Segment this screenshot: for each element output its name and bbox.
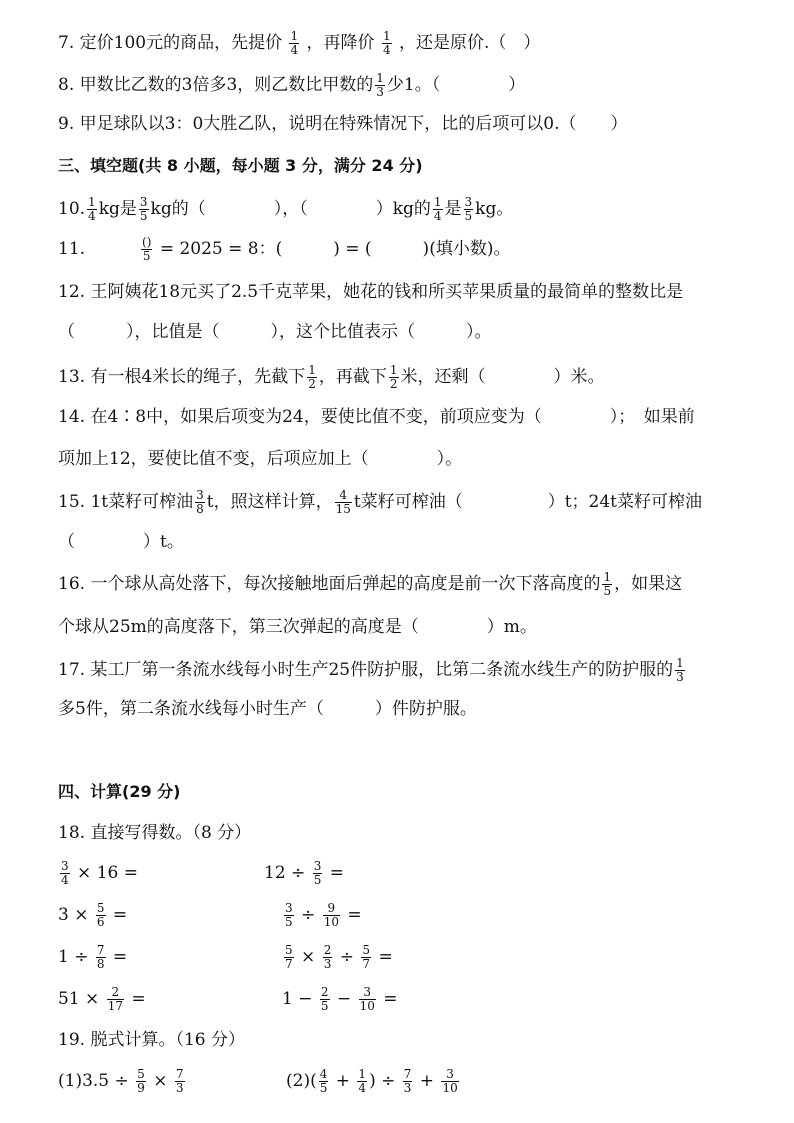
q13-text-a: 13. 有一根4米长的绳子，先截下 xyxy=(58,367,306,387)
calc-text: 3 × xyxy=(58,905,89,925)
calc-text: × xyxy=(301,947,316,967)
fraction xyxy=(87,196,97,223)
fraction xyxy=(375,72,385,99)
q10-text-e: kg。 xyxy=(475,199,514,219)
denominator: 5 xyxy=(142,249,151,263)
denominator: 7 xyxy=(362,957,371,971)
fraction xyxy=(464,196,474,223)
denominator: 5 xyxy=(464,209,473,223)
fraction xyxy=(319,1068,329,1095)
denominator: 3 xyxy=(175,1081,184,1095)
denominator: 4 xyxy=(61,873,69,887)
calc-text: × xyxy=(153,1071,168,1091)
calc-text: = xyxy=(131,989,146,1009)
denominator: 17 xyxy=(107,999,123,1013)
numerator: 3 xyxy=(313,859,322,873)
calc-text: = xyxy=(112,905,128,925)
numerator: 1 xyxy=(358,1067,367,1081)
fraction xyxy=(320,986,330,1013)
q13-text-b: ，再截下 xyxy=(318,367,387,387)
question-14-line-2: 项加上12，要使比值不变，后项应加上（ ）。 xyxy=(58,449,463,469)
q16-text-a: 16. 一个球从高处落下，每次接触地面后弹起的高度是前一次下落高度的 xyxy=(58,574,601,594)
calc-item xyxy=(282,944,393,971)
fraction xyxy=(96,902,106,929)
calc-text: + xyxy=(419,1071,435,1091)
fraction xyxy=(389,364,399,391)
calc-text: 1 ÷ xyxy=(58,947,89,967)
q15-text-a: 15. 1t菜籽可榨油 xyxy=(58,492,194,512)
numerator: 1 xyxy=(382,29,391,43)
calc-text: 51 × xyxy=(58,989,100,1009)
fraction xyxy=(289,30,299,57)
fraction xyxy=(675,657,685,684)
fraction xyxy=(313,860,323,887)
q15-text-b: t，照这样计算， xyxy=(206,492,333,512)
denominator: 2 xyxy=(308,377,316,391)
numerator: 7 xyxy=(175,1067,184,1081)
denominator: 10 xyxy=(323,915,339,929)
calc-text: = xyxy=(329,863,344,883)
fraction xyxy=(175,1068,185,1095)
numerator: 3 xyxy=(464,195,473,209)
numerator: 7 xyxy=(403,1067,412,1081)
denominator: 5 xyxy=(313,873,322,887)
question-17-line-2: 多5件，第二条流水线每小时生产（ ）件防护服。 xyxy=(58,699,477,719)
q7-text-c: ，还是原价.（ ） xyxy=(398,33,541,53)
question-19-title: 19. 脱式计算。（16 分） xyxy=(58,1030,245,1050)
numerator: () xyxy=(142,235,152,249)
fraction xyxy=(141,236,152,263)
question-8 xyxy=(58,72,525,99)
calc-text: × 16 = xyxy=(77,863,138,883)
calc-text: = xyxy=(347,905,362,925)
numerator: 3 xyxy=(359,986,376,1000)
q10-text-b: kg是 xyxy=(98,199,137,219)
question-18-title: 18. 直接写得数。（8 分） xyxy=(58,823,252,843)
denominator: 15 xyxy=(335,502,351,516)
calc-item xyxy=(58,1068,187,1095)
section-3-title: 三、填空题(共 8 小题，每小题 3 分，满分 24 分) xyxy=(58,156,423,175)
numerator: 5 xyxy=(137,1067,145,1081)
q17-text-a: 17. 某工厂第一条流水线每小时生产25件防护服，比第二条流水线生产的防护服的 xyxy=(58,660,674,680)
calc-text: = xyxy=(383,989,398,1009)
numerator: 5 xyxy=(96,901,105,915)
question-10 xyxy=(58,196,513,223)
calc-text: 12 ÷ xyxy=(264,863,306,883)
numerator: 1 xyxy=(433,195,442,209)
numerator: 3 xyxy=(139,195,148,209)
q11-number: 11. xyxy=(58,239,86,259)
numerator: 4 xyxy=(335,489,352,503)
denominator: 7 xyxy=(285,957,293,971)
fraction xyxy=(357,1068,367,1095)
question-13 xyxy=(58,364,605,391)
fraction xyxy=(96,944,106,971)
numerator: 3 xyxy=(61,859,69,873)
q8-text-b: 少1。（ ） xyxy=(386,75,526,95)
fraction xyxy=(335,489,352,516)
question-15-line-2: （ ）t。 xyxy=(58,532,184,552)
question-12-line-2: （ ），比值是（ ），这个比值表示（ ）。 xyxy=(58,322,492,342)
calc-item xyxy=(58,944,127,971)
fraction xyxy=(441,1068,458,1095)
numerator: 1 xyxy=(603,570,612,584)
fraction xyxy=(382,30,392,57)
calc-item xyxy=(264,860,344,887)
fraction xyxy=(60,860,70,887)
calc-item xyxy=(58,986,146,1013)
denominator: 3 xyxy=(323,957,332,971)
q10-text-d: 是 xyxy=(444,199,462,219)
question-11 xyxy=(58,236,510,263)
numerator: 3 xyxy=(196,488,204,502)
fraction xyxy=(323,944,333,971)
denominator: 10 xyxy=(442,1081,458,1095)
calc-text: ÷ xyxy=(339,947,354,967)
q11-text-b: = 2025 = 8：( ) = ( )(填小数)。 xyxy=(159,239,511,259)
numerator: 4 xyxy=(319,1067,328,1081)
denominator: 3 xyxy=(403,1081,412,1095)
denominator: 4 xyxy=(290,43,299,57)
question-16 xyxy=(58,571,682,598)
denominator: 4 xyxy=(88,209,96,223)
calc-text: ) ÷ xyxy=(369,1071,396,1091)
question-16-line-2: 个球从25m的高度落下，第三次弹起的高度是（ ）m。 xyxy=(58,617,537,637)
q13-text-c: 米，还剩（ ）米。 xyxy=(400,367,605,387)
question-17 xyxy=(58,657,687,684)
fraction xyxy=(107,986,124,1013)
fraction xyxy=(361,944,371,971)
fraction xyxy=(284,944,294,971)
q7-text-b: ，再降价 xyxy=(306,33,375,53)
calc-text: (2)( xyxy=(286,1071,317,1091)
numerator: 1 xyxy=(676,656,684,670)
calc-text: + xyxy=(335,1071,351,1091)
question-9: 9. 甲足球队以3：0大胜乙队，说明在特殊情况下，比的后项可以0.（ ） xyxy=(58,114,628,134)
denominator: 5 xyxy=(320,999,329,1013)
numerator: 9 xyxy=(323,902,340,916)
fraction xyxy=(403,1068,413,1095)
numerator: 7 xyxy=(96,943,105,957)
numerator: 1 xyxy=(389,363,398,377)
numerator: 2 xyxy=(320,985,329,999)
question-12-line-1: 12. 王阿姨花18元买了2.5千克苹果，她花的钱和所买苹果质量的最简单的整数比是 xyxy=(58,282,684,302)
calc-item xyxy=(58,902,127,929)
fraction xyxy=(359,986,376,1013)
denominator: 5 xyxy=(603,584,612,598)
fraction xyxy=(136,1068,146,1095)
numerator: 3 xyxy=(441,1068,458,1082)
denominator: 8 xyxy=(96,957,105,971)
q7-text-a: 7. 定价100元的商品，先提价 xyxy=(58,33,283,53)
numerator: 5 xyxy=(285,943,293,957)
q10-text-a: 10. xyxy=(58,199,86,219)
q8-text-a: 8. 甲数比乙数的3倍多3，则乙数比甲数的 xyxy=(58,75,374,95)
q10-text-c: kg的（ ），（ ）kg的 xyxy=(150,199,431,219)
q16-text-b: ，如果这 xyxy=(614,574,683,594)
fraction xyxy=(195,489,205,516)
denominator: 3 xyxy=(676,670,684,684)
numerator: 5 xyxy=(362,943,371,957)
numerator: 2 xyxy=(107,986,124,1000)
denominator: 4 xyxy=(433,209,442,223)
numerator: 2 xyxy=(323,943,332,957)
calc-text: (1)3.5 ÷ xyxy=(58,1071,129,1091)
calc-item xyxy=(58,860,138,887)
denominator: 2 xyxy=(389,377,398,391)
calc-item xyxy=(282,902,362,929)
numerator: 1 xyxy=(88,195,96,209)
calc-item xyxy=(286,1068,461,1095)
denominator: 8 xyxy=(196,502,204,516)
fraction xyxy=(323,902,340,929)
denominator: 4 xyxy=(382,43,391,57)
numerator: 3 xyxy=(285,901,293,915)
question-15 xyxy=(58,489,702,516)
calc-text: = xyxy=(378,947,393,967)
section-4-title: 四、计算(29 分) xyxy=(58,782,181,801)
numerator: 1 xyxy=(290,29,299,43)
fraction xyxy=(602,571,612,598)
denominator: 10 xyxy=(359,999,375,1013)
q15-text-c: t菜籽可榨油（ ）t；24t菜籽可榨油 xyxy=(353,492,702,512)
calc-text: = xyxy=(112,947,128,967)
denominator: 5 xyxy=(285,915,293,929)
fraction xyxy=(307,364,317,391)
numerator: 1 xyxy=(376,71,384,85)
fraction xyxy=(139,196,149,223)
denominator: 5 xyxy=(319,1081,328,1095)
fraction xyxy=(284,902,294,929)
calc-item xyxy=(282,986,398,1013)
fraction xyxy=(433,196,443,223)
question-7 xyxy=(58,30,540,57)
calc-text: 1 − xyxy=(282,989,313,1009)
calc-text: ÷ xyxy=(301,905,316,925)
denominator: 3 xyxy=(376,85,384,99)
denominator: 4 xyxy=(358,1081,367,1095)
numerator: 1 xyxy=(308,363,316,377)
denominator: 6 xyxy=(96,915,105,929)
question-14-line-1: 14. 在4∶8中，如果后项变为24，要使比值不变，前项应变为（ ）； 如果前 xyxy=(58,407,695,427)
denominator: 9 xyxy=(137,1081,145,1095)
calc-text: − xyxy=(336,989,352,1009)
denominator: 5 xyxy=(139,209,148,223)
